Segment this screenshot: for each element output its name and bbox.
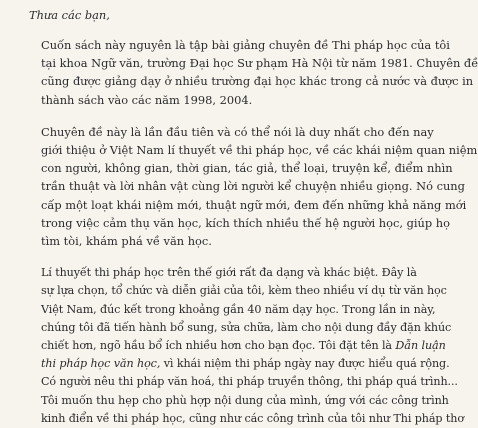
text-line (29, 337, 446, 355)
text-line: tại khoa Ngữ văn, trường Đại học Sư phạm Hà Nội từ năm 1981. Chuyên đề (41, 56, 478, 71)
text-line (29, 355, 450, 373)
text-line: thành sách vào các năm 1998, 2004. (41, 92, 253, 107)
text-line-part: chiết hơn, ngõ hầu bổ ích nhiều hơn cho bạn đọc. Tôi đặt tên là (41, 339, 392, 353)
text-line: sự lựa chọn, tổ chức và diễn giải của tôi, kèm theo nhiều ví dụ từ văn học (41, 284, 447, 298)
text-line: Tôi muốn thu hẹp cho phù hợp nội dung của mình, ứng với các công trình (41, 393, 449, 407)
paragraph-2 (29, 123, 478, 250)
book-title-italic: thi pháp học văn học, (41, 357, 161, 371)
text-line-part: vì khái niệm thi pháp ngày nay được hiểu quá rộng. (163, 357, 450, 371)
paragraph-1 (29, 36, 478, 109)
text-line: kinh điển về thi pháp học, cũng như các công trình của tôi như Thi pháp thơ (41, 411, 464, 425)
text-line: trần thuật và lời nhân vật cùng lời người kể chuyện nhiều giọng. Nó cung (41, 179, 465, 194)
text-line: tìm tòi, khám phá về văn học. (41, 234, 212, 249)
text-line: cũng được giảng dạy ở nhiều trường đại học khác trong cả nước và được in (41, 74, 474, 89)
text-line: Cuốn sách này nguyên là tập bài giảng chuyên đề Thi pháp học của tôi (41, 38, 450, 52)
text-line: con người, không gian, thời gian, tác giả, thể loại, truyện kể, điểm nhìn (41, 161, 453, 176)
greeting: Thưa các bạn, (29, 8, 110, 22)
text-line: trong việc cảm thụ văn học, kích thích nhiều thế hệ người học, giúp họ (41, 215, 450, 230)
text-line: Lí thuyết thi pháp học trên thế giới rất đa dạng và khác biệt. Đây là (41, 266, 417, 280)
text-line: Có người nêu thi pháp văn hoá, thi pháp truyền thông, thi pháp quá trình... (41, 375, 458, 389)
paragraph-3 (29, 264, 464, 428)
text-line: Chuyên đề này là lần đầu tiên và có thể nói là duy nhất cho đến nay (41, 124, 434, 139)
text-line: giới thiệu ở Việt Nam lí thuyết về thi pháp học, về các khái niệm quan niệm (41, 143, 478, 158)
text-line: chúng tôi đã tiến hành bổ sung, sửa chữa, làm cho nội dung đầy đặn khúc (41, 320, 452, 334)
text-line: Việt Nam, đúc kết trong khoảng gần 40 năm dạy học. Trong lần in này, (41, 302, 436, 316)
book-title-italic: Dẫn luận (395, 339, 446, 353)
text-line: cấp một loạt khái niệm mới, thuật ngữ mới, đem đến những khả năng mới (41, 197, 467, 212)
